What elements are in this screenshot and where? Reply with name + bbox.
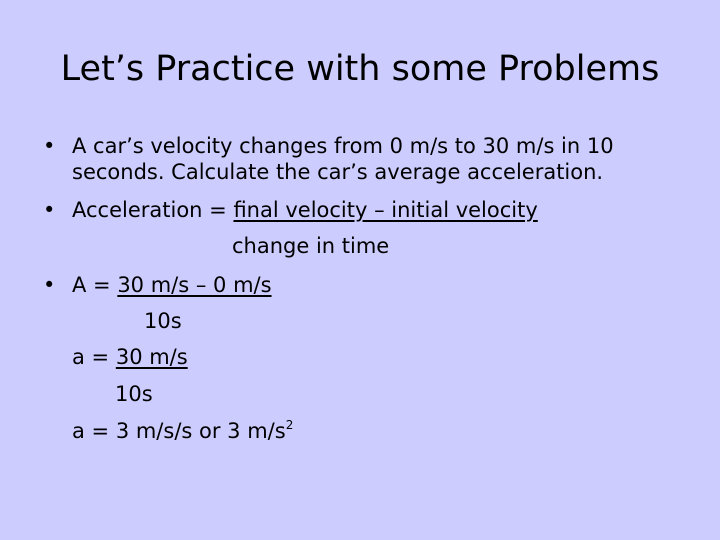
solution-step-2-denominator: 10s	[115, 382, 153, 406]
slide-title: Let’s Practice with some Problems	[60, 49, 660, 89]
solution-step-2-numerator: 30 m/s	[115, 345, 188, 369]
formula-denominator: change in time	[232, 234, 390, 258]
solution-step-2	[72, 344, 188, 370]
bullet-glyph: •	[43, 273, 56, 297]
solution-step-3-text: a = 3 m/s/s or 3 m/s	[72, 419, 286, 443]
solution-step-1-numerator: 30 m/s – 0 m/s	[117, 273, 272, 297]
solution-step-1	[72, 272, 272, 298]
problem-line-2: seconds. Calculate the car’s average acceleration.	[72, 160, 604, 184]
solution-step-2-lead: a =	[72, 345, 116, 369]
solution-step-3	[72, 418, 293, 444]
bullet-glyph: •	[43, 134, 56, 158]
formula-line	[72, 197, 538, 223]
bullet-glyph: •	[43, 198, 56, 222]
solution-step-1-denominator: 10s	[144, 309, 182, 333]
problem-line-1: A car’s velocity changes from 0 m/s to 30 m/s in 10	[72, 134, 614, 158]
formula-numerator: final velocity – initial velocity	[233, 198, 538, 222]
solution-step-1-lead: A =	[72, 273, 118, 297]
formula-lead: Acceleration =	[72, 198, 234, 222]
solution-step-3-exponent: 2	[285, 418, 294, 432]
